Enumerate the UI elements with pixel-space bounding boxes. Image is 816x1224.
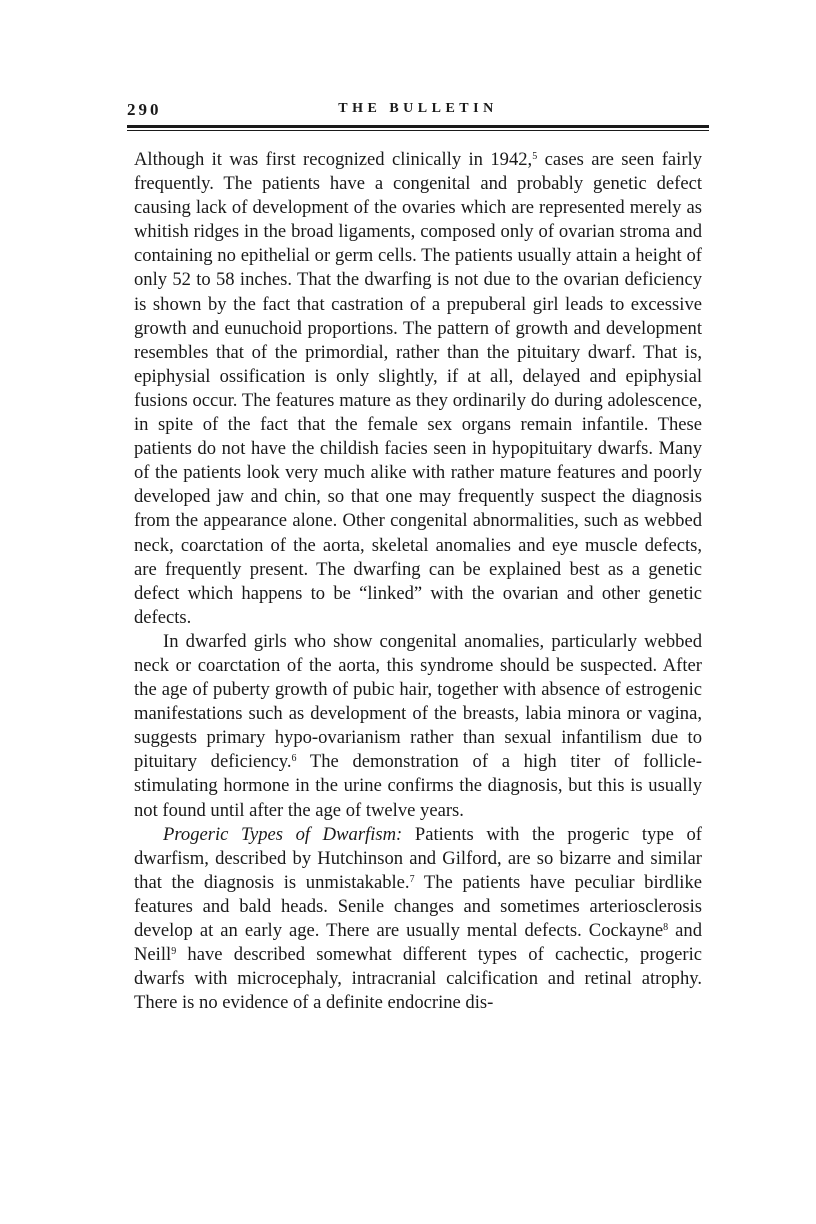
page-number: 290 [127, 100, 162, 119]
text-run: have described somewhat different types of cachectic, progeric dwarfs with microcephaly, intracranial calcification and retinal atrophy. There is no evidence of a definite endocrine dis- [134, 944, 702, 1014]
header-rule-thick [127, 125, 709, 128]
text-run: Although it was first recognized clinically in 1942, [134, 149, 533, 170]
paragraph [134, 823, 702, 1016]
text-run: Patients with the progeric type of dwarfism, described by Hutchinson and Gilford, are so bizarre and similar that the diagnosis is unmistakable. [134, 823, 702, 893]
section-heading: Progeric Types of Dwarfism: [163, 823, 403, 845]
footnote-ref: 9 [171, 946, 177, 958]
text-run: The demonstration of a high titer of follicle-stimulating hormone in the urine confirms the diagnosis, but this is usually not found until after the age of twelve years. [134, 751, 702, 821]
footnote-ref: 7 [409, 873, 415, 885]
footnote-ref: 6 [291, 753, 297, 765]
text-run: cases are seen fairly frequently. The patients have a congenital and probably genetic defect causing lack of development of the ovaries which are represented merely as whitish ridges in the broad ligaments, composed only of ovarian stroma and containing no epithelial or germ cells. The patients usually attain a height of only 52 to 58 inches. That the dwarfing is not due to the ovarian deficiency is shown by the fact that castration of a prepuberal girl leads to excessive growth and eunuchoid proportions. The pattern of growth and development resembles that of the primordial, rather than the pituitary dwarf. That is, epiphysial ossification is only slightly, if at all, delayed and epiphysial fusions occur. The features mature as they ordinarily do during adolescence, in spite of the fact that the female sex organs remain infantile. These patients do not have the childish facies seen in hypopituitary dwarfs. Many of the patients look very much alike with rather mature features and poorly developed jaw and chin, so that one may frequently suspect the diagnosis from the appearance alone. Other congenital abnormalities, such as webbed neck, coarctation of the aorta, skeletal anomalies and eye muscle defects, are frequently present. The dwarfing can be explained best as a genetic defect which happens to be “linked” with the ovarian and other genetic defects. [134, 149, 702, 628]
body-text [134, 148, 702, 1015]
journal-title: THE BULLETIN [338, 101, 498, 116]
footnote-ref: 5 [532, 151, 538, 162]
header-rule-thin [127, 130, 709, 131]
footnote-ref: 8 [663, 922, 669, 933]
text-run: In dwarfed girls who show congenital anomalies, particularly webbed neck or coarctation of the aorta, this syndrome should be suspected. After the age of puberty growth of pubic hair, together with absence of estrogenic manifestations such as development of the breasts, labia minora or vagina, suggests primary hypo-ovarianism rather than sexual infantilism due to pituitary deficiency. [134, 630, 702, 773]
running-header [127, 100, 709, 124]
text-run: The patients have peculiar birdlike features and bald heads. Senile changes and sometimes arteriosclerosis develop at an early age. There are usually mental defects. Cockayne [134, 871, 702, 941]
text-run: and Neill [134, 920, 703, 966]
paragraph [134, 148, 702, 630]
paragraph [134, 630, 702, 823]
